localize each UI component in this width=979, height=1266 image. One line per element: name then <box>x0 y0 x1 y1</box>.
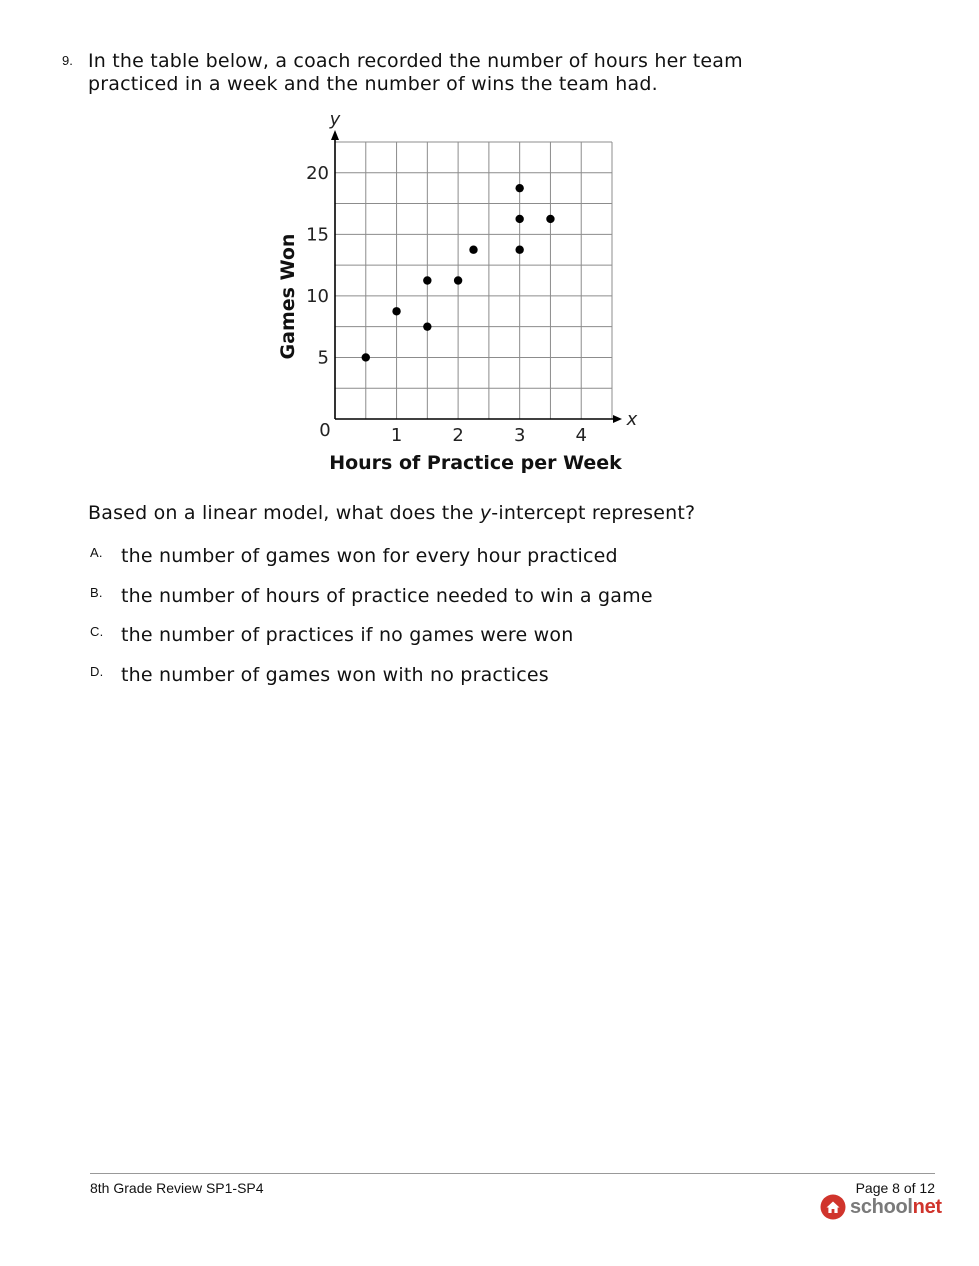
x-tick-label: 1 <box>390 425 403 446</box>
x-axis-name: x <box>626 409 638 430</box>
choice-letter: D. <box>90 664 104 679</box>
y-tick-label: 10 <box>306 285 329 307</box>
choice-a[interactable] <box>90 545 618 567</box>
question-text: In the table below, a coach recorded the number of hours her team practiced in a week and the number of wins the team had. <box>88 50 743 95</box>
y-tick-label: 5 <box>317 347 329 369</box>
choice-d[interactable] <box>90 664 549 686</box>
data-point <box>515 246 523 254</box>
data-point <box>546 215 554 223</box>
x-tick-label: 2 <box>452 425 464 446</box>
origin-label: 0 <box>319 420 331 441</box>
y-axis-title: Games Won <box>277 233 299 360</box>
choice-letter: A. <box>90 545 103 560</box>
data-point <box>515 184 523 192</box>
y-axis-arrow <box>331 130 339 140</box>
y-tick-label: 15 <box>306 224 329 246</box>
scatter-chart <box>265 112 645 482</box>
x-axis-title: Hours of Practice per Week <box>329 452 622 474</box>
data-point <box>392 307 400 315</box>
prompt-after: -intercept represent? <box>491 502 696 524</box>
page-number: Page 8 of 12 <box>855 1180 935 1196</box>
choice-text: the number of hours of practice needed to win a game <box>121 585 653 607</box>
brand-word-school: school <box>850 1195 913 1218</box>
choice-letter: B. <box>90 585 103 600</box>
footer-title: 8th Grade Review SP1-SP4 <box>90 1180 264 1196</box>
house-icon <box>820 1194 846 1220</box>
data-point <box>454 276 462 284</box>
data-point <box>469 246 477 254</box>
choice-letter: C. <box>90 624 104 639</box>
schoolnet-logo <box>820 1194 942 1220</box>
y-tick-label: 20 <box>306 162 329 184</box>
x-tick-label: 3 <box>513 425 526 446</box>
x-axis-arrow <box>613 415 622 423</box>
question-prompt <box>88 502 695 524</box>
choice-text: the number of games won for every hour practiced <box>121 545 618 567</box>
choice-text: the number of practices if no games were won <box>121 624 574 646</box>
footer-divider <box>90 1173 935 1174</box>
data-point <box>362 353 370 361</box>
y-axis-name: y <box>329 112 341 130</box>
prompt-before: Based on a linear model, what does the <box>88 502 480 524</box>
choice-b[interactable] <box>90 585 653 607</box>
data-point <box>423 276 431 284</box>
data-point <box>515 215 523 223</box>
choice-c[interactable] <box>90 624 573 646</box>
prompt-variable: y <box>479 502 492 524</box>
brand-word-net: net <box>912 1195 942 1218</box>
x-tick-label: 4 <box>575 425 587 446</box>
question-number: 9. <box>62 53 73 68</box>
choice-text: the number of games won with no practices <box>121 664 549 686</box>
data-point <box>423 322 431 330</box>
